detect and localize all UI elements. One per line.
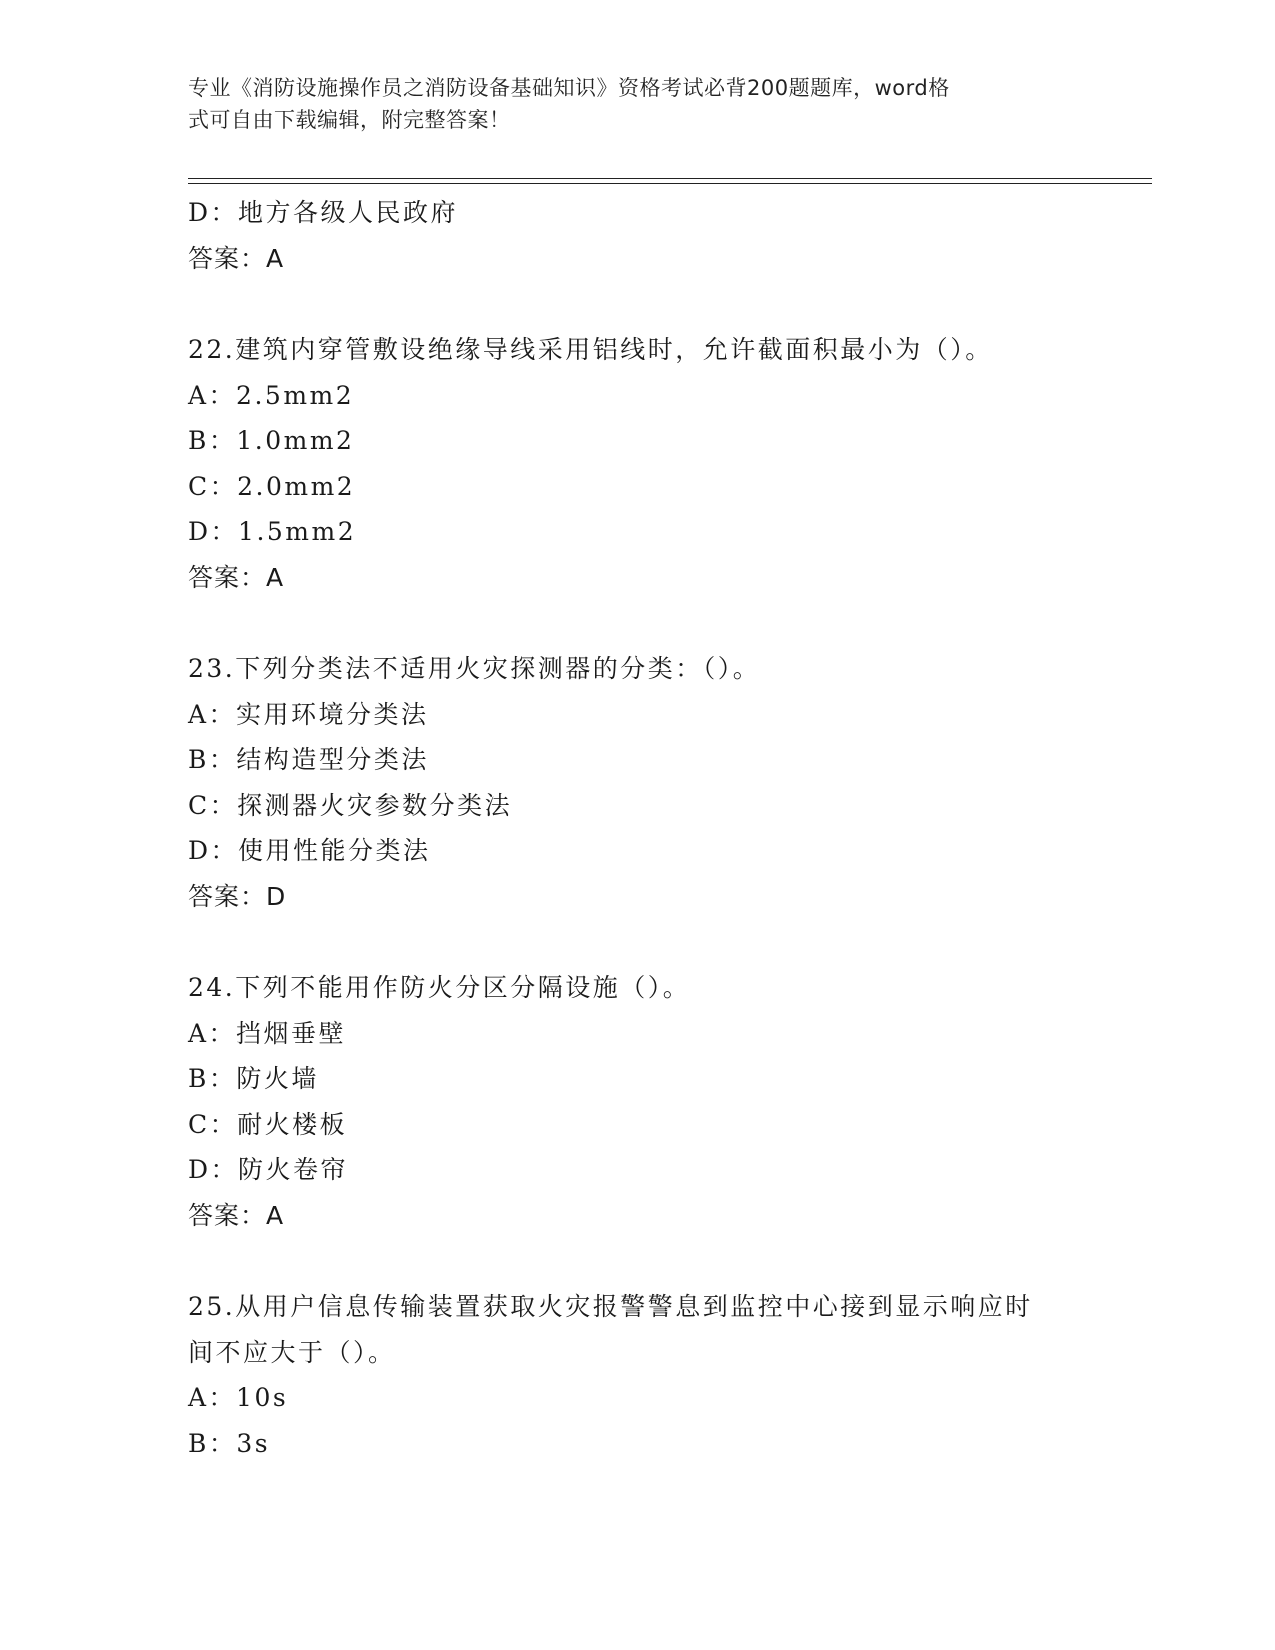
question-22-option-b: B：1.0mm2 [188, 426, 355, 455]
question-23-option-a: A：实用环境分类法 [188, 699, 429, 729]
spacer [188, 281, 1152, 327]
question-22-option-d: D：1.5mm2 [188, 517, 357, 546]
option-d: D：地方各级人民政府 [188, 198, 459, 227]
document-header [188, 72, 1068, 136]
question-23: 23.下列分类法不适用火灾探测器的分类：（）。 [188, 654, 761, 683]
question-23-answer: 答案：D [188, 881, 287, 911]
spacer [188, 1238, 1152, 1284]
header-divider-top [188, 178, 1152, 179]
answer-line: 答案：A [188, 243, 285, 273]
question-24: 24.下列不能用作防火分区分隔设施（）。 [188, 973, 691, 1002]
spacer [188, 919, 1152, 965]
header-line-2: 式可自由下载编辑，附完整答案！ [188, 108, 511, 132]
document-body [188, 190, 1152, 1466]
question-22-option-c: C：2.0mm2 [188, 471, 356, 501]
header-divider-bottom [188, 183, 1152, 184]
question-25-option-a: A：10s [188, 1383, 289, 1412]
question-24-option-d: D：防火卷帘 [188, 1155, 349, 1184]
question-22-option-a: A：2.5mm2 [188, 380, 355, 410]
question-25-line-1: 25.从用户信息传输装置获取火灾报警警息到监控中心接到显示响应时 [188, 1292, 1033, 1321]
question-24-option-b: B：防火墙 [188, 1064, 319, 1093]
header-line-1: 专业《消防设施操作员之消防设备基础知识》资格考试必背200题题库，word格 [188, 76, 950, 100]
question-24-option-a: A：挡烟垂壁 [188, 1018, 347, 1048]
question-22: 22.建筑内穿管敷设绝缘导线采用铝线时，允许截面积最小为（）。 [188, 335, 993, 364]
question-23-option-c: C：探测器火灾参数分类法 [188, 790, 513, 820]
question-23-option-d: D：使用性能分类法 [188, 836, 431, 865]
question-25-line-2: 间不应大于（）。 [188, 1337, 396, 1367]
question-25-option-b: B：3s [188, 1428, 271, 1458]
question-24-answer: 答案：A [188, 1200, 285, 1230]
spacer [188, 600, 1152, 646]
question-24-option-c: C：耐火楼板 [188, 1109, 348, 1139]
question-23-option-b: B：结构造型分类法 [188, 745, 429, 774]
question-22-answer: 答案：A [188, 562, 285, 592]
